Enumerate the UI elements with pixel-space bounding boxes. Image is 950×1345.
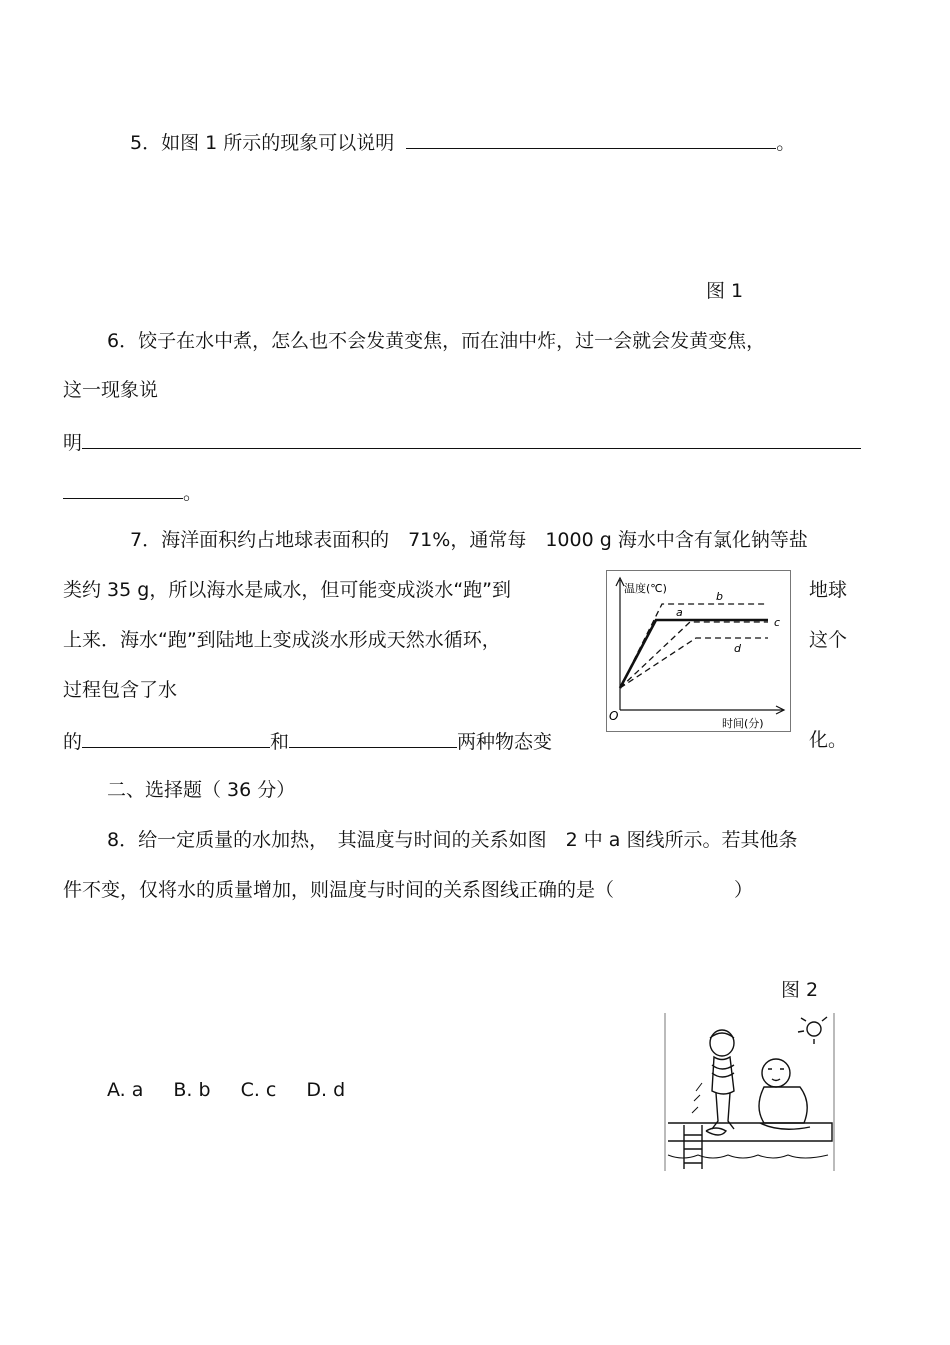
q8-line-2 bbox=[63, 877, 753, 903]
figure-1-illustration bbox=[664, 1013, 836, 1171]
q7-line-2: 类约 35 g，所以海水是咸水，但可能变成淡水“跑”到 bbox=[63, 579, 512, 601]
series-line-a bbox=[620, 620, 768, 688]
figure-2-caption: 图 2 bbox=[781, 979, 819, 1001]
q7-line-1: 7．海洋面积约占地球表面积的 71%，通常每 1000 g 海水中含有氯化钠等盐 bbox=[130, 529, 808, 551]
x-axis-label: 时间(分) bbox=[722, 717, 764, 730]
q7-line-5-a: 的 bbox=[63, 731, 83, 753]
q5-period: 。 bbox=[776, 132, 796, 154]
q7-line-3-right: 这个 bbox=[809, 629, 848, 651]
series-layer bbox=[620, 590, 780, 688]
option-b[interactable]: B. b bbox=[173, 1079, 211, 1101]
q6-line-2: 这一现象说 bbox=[63, 379, 159, 401]
origin-label: O bbox=[609, 709, 619, 723]
q8-line-1: 8．给一定质量的水加热， 其温度与时间的关系如图 2 中 a 图线所示。若其他条 bbox=[107, 829, 798, 851]
q7-answer-blank-2[interactable] bbox=[289, 727, 457, 748]
q6-answer-blank-2[interactable] bbox=[63, 478, 183, 499]
series-label-d: d bbox=[734, 642, 741, 655]
q7-answer-blank-1[interactable] bbox=[82, 727, 270, 748]
q7-line-5-b: 和 bbox=[270, 731, 290, 753]
q7-line-3: 上来．海水“跑”到陆地上变成淡水形成天然水循环， bbox=[63, 629, 501, 651]
q8-line-2-end: ） bbox=[734, 879, 754, 901]
q6-line-4 bbox=[63, 478, 202, 506]
q7-line-5-c: 两种物态变 bbox=[457, 731, 553, 753]
option-c[interactable]: C. c bbox=[240, 1079, 277, 1101]
q6-line-3 bbox=[63, 428, 861, 456]
q8-line-2-text: 件不变，仅将水的质量增加，则温度与时间的关系图线正确的是（ bbox=[63, 879, 615, 901]
series-label-c: c bbox=[774, 616, 781, 629]
q6-period: 。 bbox=[183, 482, 203, 504]
section-2-title: 二、选择题（ 36 分） bbox=[107, 779, 296, 801]
q7-line-5 bbox=[63, 727, 552, 755]
series-label-a: a bbox=[676, 606, 683, 619]
q7-line-5-right: 化。 bbox=[809, 729, 848, 751]
temperature-time-chart bbox=[606, 570, 791, 732]
option-d[interactable]: D. d bbox=[306, 1079, 346, 1101]
figure-1-caption: 图 1 bbox=[706, 280, 744, 302]
y-axis-label: 温度(℃) bbox=[624, 582, 667, 595]
q6-line-1: 6．饺子在水中煮，怎么也不会发黄变焦，而在油中炸，过一会就会发黄变焦， bbox=[107, 330, 766, 352]
q5-answer-blank[interactable] bbox=[406, 128, 776, 149]
q5-text: 5．如图 1 所示的现象可以说明 bbox=[130, 132, 395, 154]
q8-options bbox=[107, 1077, 345, 1103]
q7-line-2-right: 地球 bbox=[809, 579, 848, 601]
q5-row bbox=[130, 128, 795, 156]
option-a[interactable]: A. a bbox=[107, 1079, 144, 1101]
series-line-c bbox=[620, 622, 768, 688]
q6-answer-blank-1[interactable] bbox=[82, 428, 861, 449]
q7-line-4: 过程包含了水 bbox=[63, 679, 178, 701]
q6-line-3-prefix: 明 bbox=[63, 432, 83, 454]
series-label-b: b bbox=[716, 590, 723, 603]
